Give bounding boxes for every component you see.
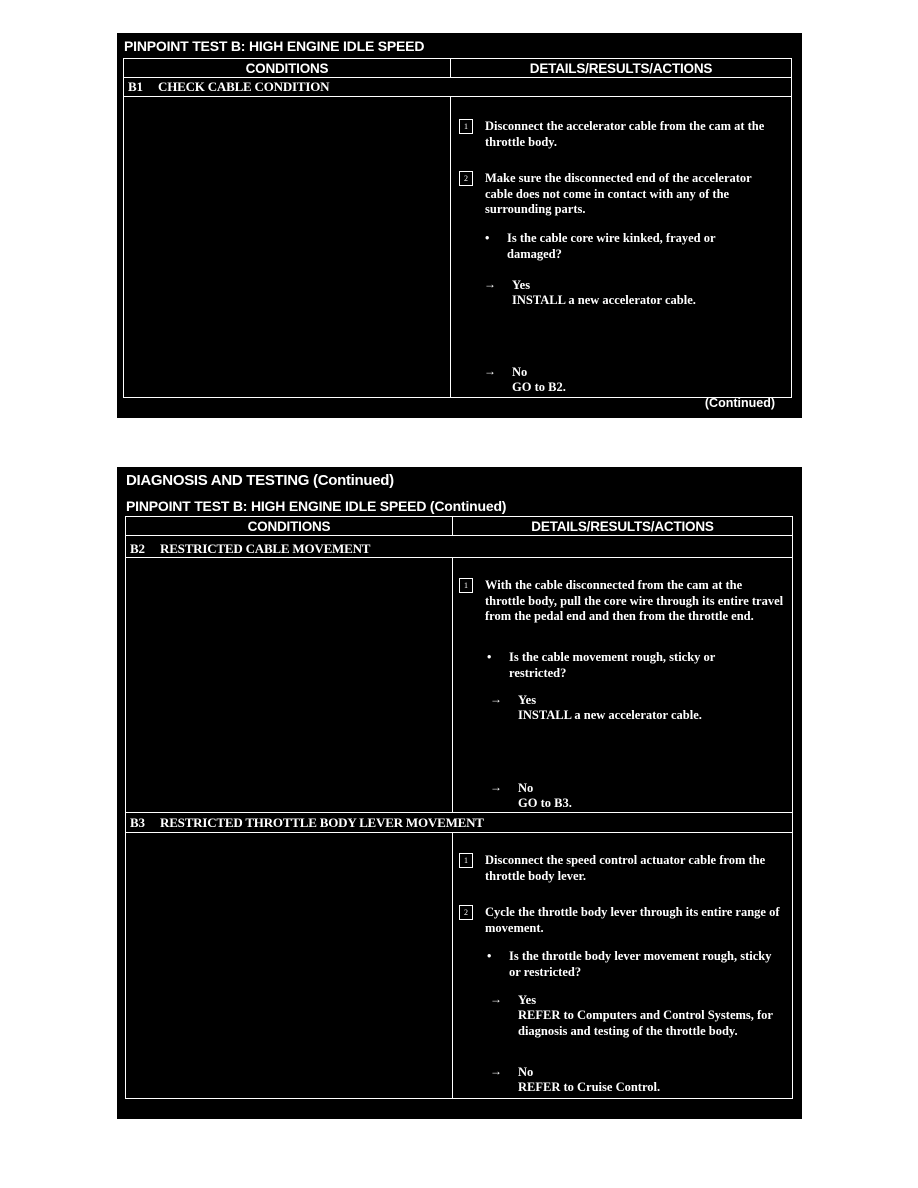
- section-row-b1: [124, 78, 791, 95]
- section-divider: [126, 812, 792, 813]
- conditions-header: CONDITIONS: [247, 519, 331, 534]
- section-divider: [124, 96, 791, 97]
- section-divider: [126, 557, 792, 558]
- continued-note: (Continued): [704, 396, 775, 410]
- section-row-b2: [126, 540, 792, 557]
- step-number-box: 2: [459, 905, 473, 920]
- section-label-b1: B1 CHECK CABLE CONDITION: [128, 79, 330, 94]
- arrow-right-icon: →: [490, 692, 502, 706]
- result-label: Yes: [518, 693, 537, 707]
- pinpoint-test-panel-1: [117, 33, 802, 418]
- arrow-right-icon: →: [490, 1064, 502, 1078]
- pinpoint-test-panel-2: [117, 467, 802, 1119]
- section-row-b3: [126, 814, 792, 831]
- step-text: Make sure the disconnected end of the accelerator cable does not come in contact with any of the surrounding parts.: [485, 171, 752, 216]
- column-divider: [450, 96, 451, 397]
- result-action: REFER to Cruise Control.: [518, 1080, 661, 1094]
- arrow-right-icon: →: [490, 992, 502, 1006]
- arrow-right-icon: →: [484, 364, 496, 378]
- section-label-b3: B3 RESTRICTED THROTTLE BODY LEVER MOVEMENT: [130, 815, 484, 830]
- step-text: Disconnect the accelerator cable from the cam at the throttle body.: [485, 119, 765, 149]
- bullet-icon: •: [487, 949, 492, 963]
- details-header: DETAILS/RESULTS/ACTIONS: [531, 519, 714, 534]
- step-number-box: 1: [459, 119, 473, 134]
- result-label: Yes: [518, 993, 537, 1007]
- question-text: Is the throttle body lever movement rough, sticky or restricted?: [509, 949, 772, 979]
- result-action: GO to B2.: [512, 380, 566, 394]
- arrow-right-icon: →: [490, 780, 502, 794]
- result-action: REFER to Computers and Control Systems, for diagnosis and testing of the throttle body.: [518, 1008, 773, 1038]
- header-divider: [450, 59, 451, 77]
- step-number-box: 1: [459, 578, 473, 593]
- panel-1-table: [123, 58, 792, 398]
- section-divider: [126, 832, 792, 833]
- result-label: No: [512, 365, 528, 379]
- result-label: No: [518, 1065, 534, 1079]
- panel-1-title: PINPOINT TEST B: HIGH ENGINE IDLE SPEED: [124, 38, 425, 54]
- panel-2-header-row: [126, 517, 792, 536]
- result-action: GO to B3.: [518, 796, 572, 810]
- section-main-title: DIAGNOSIS AND TESTING (Continued): [126, 472, 394, 489]
- result-label: No: [518, 781, 534, 795]
- conditions-header: CONDITIONS: [245, 61, 329, 76]
- details-header: DETAILS/RESULTS/ACTIONS: [529, 61, 713, 76]
- question-text: Is the cable core wire kinked, frayed or damaged?: [507, 231, 716, 261]
- panel-1-header-row: [124, 59, 791, 78]
- result-action: INSTALL a new accelerator cable.: [512, 293, 696, 307]
- step-text: Disconnect the speed control actuator cable from the throttle body lever.: [485, 853, 766, 883]
- bullet-icon: •: [485, 231, 490, 245]
- panel-2-title: PINPOINT TEST B: HIGH ENGINE IDLE SPEED (Continued): [126, 498, 507, 514]
- question-text: Is the cable movement rough, sticky or restricted?: [509, 650, 716, 680]
- section-label-b2: B2 RESTRICTED CABLE MOVEMENT: [130, 541, 371, 556]
- column-divider: [452, 832, 453, 1098]
- panel-2-table: [125, 516, 793, 1099]
- result-label: Yes: [512, 278, 531, 292]
- bullet-icon: •: [487, 650, 492, 664]
- header-divider: [452, 517, 453, 535]
- step-text: Cycle the throttle body lever through its entire range of movement.: [485, 905, 780, 935]
- step-number-box: 2: [459, 171, 473, 186]
- arrow-right-icon: →: [484, 277, 496, 291]
- step-text: With the cable disconnected from the cam at the throttle body, pull the core wire through its entire travel from the pedal end and then from the throttle end.: [485, 578, 784, 623]
- column-divider: [452, 557, 453, 812]
- result-action: INSTALL a new accelerator cable.: [518, 708, 702, 722]
- step-number-box: 1: [459, 853, 473, 868]
